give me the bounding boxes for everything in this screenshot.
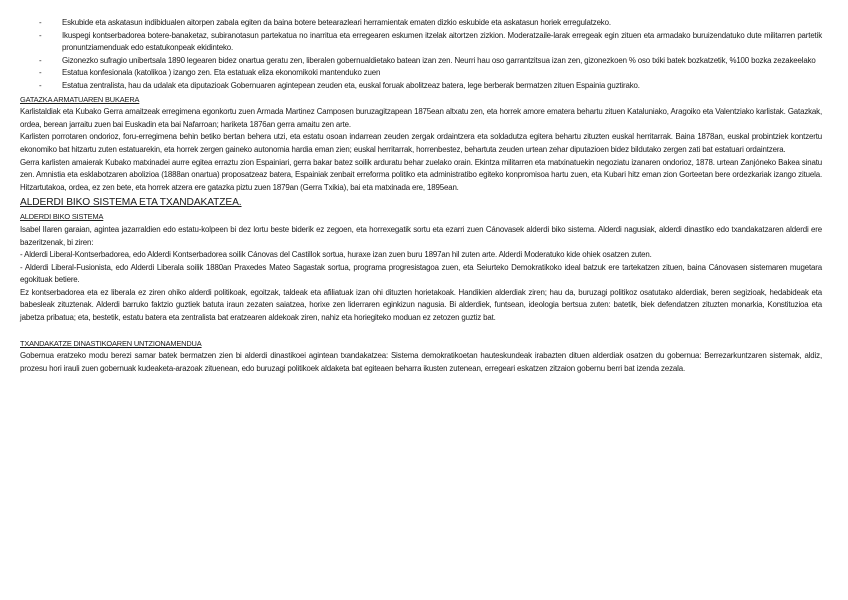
list-item [20, 55, 822, 68]
list-item-text: Gizonezko sufragio unibertsala 1890 legearen bidez onartua geratu zen, liberalen gobernualdietako batean izan zen. Neurri hau oso garrantzitsua izan zen, gizonezkoen % oso txiki batek bozkatzetik, %100 bozka zezakeelako [62, 55, 816, 65]
paragraph: Karlistaldiak eta Kubako Gerra amaitzeak erregimena egonkortu zuen Armada Martinez Camposen buruzagitzapean 1875ean altxatu zen, eta horrek amore ematera behartu zituen Kataluniako, Aragoiko eta Valentziako karlistak. Gatazkak, ordea, berean jarraitu zuen bai Euskadin eta bai Nafarroan; hariketa 1876an gerra amaitu zen arte. [20, 107, 822, 129]
list-item [20, 80, 822, 93]
section-heading-gatazka: GATAZKA ARMATUAREN BUKAERA [20, 94, 140, 104]
paragraph: - Alderdi Liberal-Kontserbadorea, edo Alderdi Kontserbadorea soilik Cánovas del Castillok sortua, huraxe izan zuen buru 1897an hil zuten arte. Alderdi Moderatuko kide ohiek osatzen zuten. [20, 250, 652, 260]
section-heading-alderdi-biko: ALDERDI BIKO SISTEMA [20, 212, 104, 222]
list-item-text: Estatua konfesionala (katolikoa ) izango zen. Eta estatuak eliza ekonomikoki mantenduko zuen [62, 68, 381, 78]
bullet-dash: - [39, 80, 42, 90]
paragraph: - Alderdi Liberal-Fusionista, edo Alderdi Liberala soilik 1880an Praxedes Mateo Sagastak sortua, programa progresistagoa zuen, eta Seiurteko Demokratikoko ideal batzuk ere tartekatzen zituen, baina Cánovasen sistemaren mugetara egokituak betiere. [20, 262, 822, 285]
spacer [20, 325, 822, 337]
bullet-dash: - [39, 68, 42, 78]
bullet-dash: - [39, 55, 42, 65]
paragraph: Isabel IIaren garaian, agintea jazarraldien edo estatu-kolpeen bi dez lortu beste biderik ez zegoen, eta horrexegatik sortu eta ezarri zuen Cánovasek alderdi biko sistema. Alderdi nagusiak, alderdi dinastiko edo txandakatzaren alderdi ere bazeritzenak, bi ziren: [20, 224, 822, 247]
main-heading: ALDERDI BIKO SISTEMA ETA TXANDAKATZEA. [20, 197, 242, 209]
paragraph: Gobernua eratzeko modu berezi samar batek bermatzen zien bi alderdi dinastikoei agintean txandakatzea: Sistema demokratikoetan hauteskundeak irabazten dituen alderdiak osatzen du gobernua: Berrezarkuntzaren sistemak, aldiz, prozesu hori irauli zuen gobernuak kudeaketa-arazoak zituenean, edo buruzagi politikoek aldaketa bat egiteaen beharra ikusten zutenean, erregeari eskatzen zitzaion gobernu berri bat izenda zezala. [20, 351, 822, 373]
bullet-dash: - [39, 30, 42, 40]
list-item-text: Eskubide eta askatasun indibidualen aitorpen zabala egiten da baina botere betearazleari herramientak ematen dizkio eskubide eta askatasun horiek erregulatzeko. [62, 18, 611, 27]
paragraph: Gerra karlisten amaierak Kubako matxinadei aurre egitea erraztu zion Espainiari, gerra bakar batez soilik arduratu behar zuelako orain. Ekintza militarren eta matxinatuekin negoziatu izanaren ondorioz, 1878. urtean Zanjóneko Bakea sinatu zen. Amnistia eta esklabotzaren abolizioa (1888an onartua) proposatzeaz batera, Espainiak zenbait erreforma politiko eta administratibo egiteko konpromisoa hartu zuen, eta Kubari hitz eman zion Gorteetan bere ordezkariak izango zituela. Hitzartutakoa, ordea, ez zen bete, eta horrek atzera ere gatazka piztu zuen 1879an (Gerra Txikia), bai eta matxinada ere, 1895ean. [20, 157, 822, 192]
bullet-list [20, 17, 822, 93]
bullet-dash: - [39, 18, 42, 27]
paragraph: Karlisten porrotaren ondorioz, foru-erregimena behin betiko bertan behera utzi, eta estatu osoan indarrean zeuden zergak ordaintzera eta soldadutza egitera behartu zituzten euskal herritarrak. Baina 1878an, euskal probintziek kontzertu ekonomiko bat hitzartu zuten estatuarekin, eta horrek zergen gaineko autonomia hardia eman zien; euskal herritarrak, horrenbestez, behartuta zeuden urtean zehar diputazioen bidez bildutako zergen zati bat estatuari ordaintzera. [20, 132, 822, 154]
list-item [20, 17, 822, 30]
section-heading-txandakatze: TXANDAKATZE DINASTIKOAREN UNTZIONAMENDUA [20, 338, 202, 348]
list-item [20, 67, 822, 80]
paragraph: Ez kontserbadorea eta ez liberala ez ziren ohiko alderdi politikoak, egoitzak, taldeak eta afiliatuak izan ohi dituzten horietakoak. Handikien alderdiak ziren; hau da, buruzagi politikoz osatutako alderdiak, beren segizioak, hedabideak eta babesleak zituztenak. Alderdi barruko faktzio guztiek batuta iraun zezaten saiatzea, horixe zen liderraren eginkizun nagusia. Bi alderdiek, funtsean, ideologia bertsua zuten: batetik, biek defendatzen zituzten monarkia, Konstituzioa eta jabetza pribatua; eta, bestetik, estatu batera eta zentralista bat eratzearen aldekoak ziren, nahiz eta horiegiteko moduan ez zetozen guztiz bat. [20, 287, 822, 323]
list-item-text: Ikuspegi kontserbadorea botere-banaketaz, subiranotasun partekatua no inarritua eta erregearen eskumen itzelak aitortzen zizkion. Moderatzaile-larak erregeak egin zituen eta armadako buruizendatuko dute militarren partetik pronuntziamenduak edo estatukonpeak ekidinteko. [62, 30, 822, 53]
list-item-text: Estatua zentralista, hau da udalak eta diputazioak Gobernuaren agintepean zeuden eta, euskal foruak abolitzeaz batera, lege berberak bermatzen zituen Espainia guztirako. [62, 80, 640, 90]
list-item [20, 30, 822, 55]
